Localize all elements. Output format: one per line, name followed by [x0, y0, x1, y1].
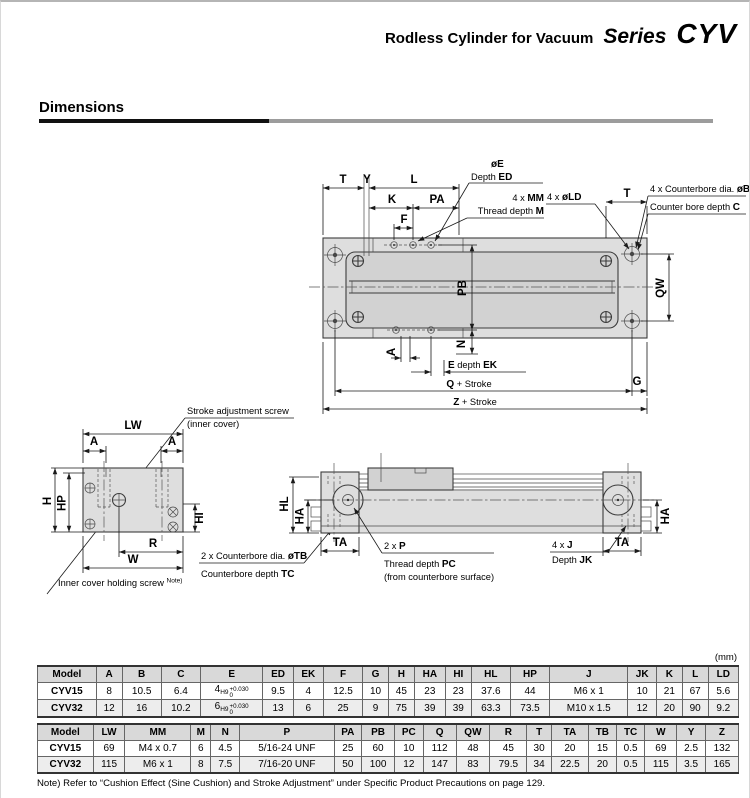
- callout-thread-depth: Thread depth: [477, 206, 536, 216]
- column-header-y: Y: [677, 724, 706, 741]
- value-cell: 20: [588, 757, 616, 774]
- value-cell: 10: [628, 683, 657, 700]
- value-cell: 10: [395, 741, 424, 757]
- dim-label-LW: LW: [124, 420, 142, 432]
- column-header-pc: PC: [395, 724, 424, 741]
- value-cell: 13: [263, 700, 293, 718]
- dim-label-R: R: [148, 538, 158, 550]
- callout-JK: JK: [579, 555, 593, 566]
- callout-pc-note: (from counterbore surface): [384, 572, 495, 582]
- value-cell: 4: [293, 683, 323, 700]
- value-cell: 10.5: [122, 683, 161, 700]
- dimension-table-2: [37, 723, 739, 774]
- callout-jk-depth: Depth: [552, 555, 580, 565]
- value-cell: 22.5: [551, 757, 588, 774]
- callout-counterbore-B: [636, 184, 750, 248]
- value-cell: 45: [490, 741, 527, 757]
- value-cell: 23: [445, 683, 471, 700]
- callout-inner-cover: Inner cover holding screw: [58, 578, 167, 588]
- product-title: Rodless Cylinder for Vacuum: [384, 30, 594, 47]
- dim-label-Q-stroke: + Stroke: [454, 379, 492, 389]
- value-cell: 6.4: [161, 683, 200, 700]
- side-view: [279, 453, 672, 582]
- value-cell: 5.6: [708, 683, 738, 700]
- dimension-drawing: [1, 130, 750, 652]
- series-code: CYV: [676, 18, 737, 49]
- column-header-w: W: [645, 724, 677, 741]
- value-cell: 9.5: [263, 683, 293, 700]
- value-cell: 10: [363, 683, 389, 700]
- svg-text:2 x Counterbore dia. øTB: [201, 551, 307, 562]
- value-cell: 39: [445, 700, 471, 718]
- top-view: [309, 159, 750, 414]
- dim-label-HP: HP: [56, 495, 69, 511]
- dim-Z-stroke: [323, 339, 647, 414]
- dim-HI: [183, 504, 206, 532]
- dim-K-PA: [369, 194, 459, 208]
- callout-tb-dia: 2 x Counterbore dia.: [201, 551, 288, 561]
- value-cell: 100: [362, 757, 395, 774]
- model-cell: CYV32: [38, 757, 94, 774]
- value-cell: 83: [456, 757, 490, 774]
- column-header-ek: EK: [293, 666, 323, 683]
- column-header-tb: TB: [588, 724, 616, 741]
- column-header-c: C: [161, 666, 200, 683]
- dim-label-EK: EK: [483, 360, 498, 371]
- value-cell: 0.5: [616, 757, 645, 774]
- value-cell: 12.5: [323, 683, 362, 700]
- value-cell: 21: [656, 683, 682, 700]
- callout-ED: ED: [498, 172, 513, 183]
- callout-cb-depth: Counter bore depth: [650, 202, 733, 212]
- callout-tc-depth: Counterbore depth: [201, 569, 282, 579]
- value-cell: 12: [395, 757, 424, 774]
- value-cell: $4_{H9}$ +0.030 0: [200, 683, 262, 700]
- value-cell: 90: [682, 700, 708, 718]
- page-header: [385, 18, 737, 50]
- callout-4x: 4 x: [512, 193, 528, 203]
- callout-C: C: [732, 202, 740, 213]
- dim-label-HA-left: HA: [294, 507, 307, 525]
- value-cell: 45: [388, 683, 414, 700]
- value-cell: 8: [96, 683, 122, 700]
- dim-label-A: A: [386, 347, 398, 357]
- dim-A-top-view: [386, 336, 420, 362]
- svg-text:4 x øLD: [547, 192, 581, 203]
- value-cell: M6 x 1: [125, 757, 191, 774]
- dim-HP: [57, 473, 86, 532]
- column-header-n: N: [211, 724, 240, 741]
- column-header-hl: HL: [471, 666, 510, 683]
- model-cell: CYV15: [38, 683, 97, 700]
- dim-E-depth-EK: [411, 336, 526, 376]
- dim-TA-right: [603, 537, 641, 556]
- value-cell: 12: [96, 700, 122, 718]
- dim-T-right: [606, 188, 647, 238]
- dimension-table-1: [37, 665, 739, 718]
- value-cell: 2.5: [677, 741, 706, 757]
- value-cell: 132: [705, 741, 738, 757]
- svg-text:øE: [491, 159, 504, 170]
- units-label: (mm): [714, 652, 737, 663]
- value-cell: 0.5: [616, 741, 645, 757]
- dim-HA-right: [643, 500, 672, 533]
- column-header-hi: HI: [445, 666, 471, 683]
- dim-label-W: W: [127, 554, 139, 566]
- column-header-m: M: [191, 724, 211, 741]
- callout-P: P: [399, 541, 406, 552]
- value-cell: 37.6: [471, 683, 510, 700]
- svg-text:Thread depth PC: [384, 559, 456, 570]
- column-header-tc: TC: [616, 724, 645, 741]
- footnote: Note) Refer to “Cushion Effect (Sine Cushion) and Stroke Adjustment” under Specific Product Precautions on page 129.: [37, 778, 546, 790]
- dim-label-TA-left: TA: [332, 537, 348, 549]
- value-cell: 34: [527, 757, 551, 774]
- callout-MM: MM: [527, 193, 544, 204]
- column-header-hp: HP: [510, 666, 549, 683]
- callout-J: J: [567, 540, 573, 551]
- dim-label-PA: PA: [429, 194, 445, 206]
- column-header-z: Z: [705, 724, 738, 741]
- column-header-ha: HA: [414, 666, 445, 683]
- dim-label-Y: Y: [363, 174, 371, 186]
- column-header-t: T: [527, 724, 551, 741]
- value-cell: 69: [93, 741, 125, 757]
- value-cell: 3.5: [677, 757, 706, 774]
- value-cell: 63.3: [471, 700, 510, 718]
- dim-label-Z: Z: [453, 397, 460, 408]
- svg-text:Q + Stroke: [446, 379, 491, 390]
- value-cell: $6_{H9}$ +0.030 0: [200, 700, 262, 718]
- svg-text:4 x MM: [512, 193, 544, 204]
- value-cell: 115: [93, 757, 125, 774]
- value-cell: 79.5: [490, 757, 527, 774]
- value-cell: 25: [323, 700, 362, 718]
- value-cell: 12: [628, 700, 657, 718]
- value-cell: 4.5: [211, 741, 240, 757]
- value-cell: 20: [656, 700, 682, 718]
- dim-label-depth-word: depth: [454, 360, 484, 370]
- callout-oLD: øLD: [562, 192, 582, 203]
- column-header-h: H: [388, 666, 414, 683]
- column-header-model: Model: [38, 666, 97, 683]
- svg-text:E depth EK: [448, 360, 498, 371]
- dim-label-A-right: A: [167, 436, 177, 448]
- callout-adj-line2: (inner cover): [187, 419, 240, 429]
- section-title: Dimensions: [39, 99, 125, 116]
- callout-counterbore-depth-C: [638, 202, 746, 250]
- callout-M: M: [535, 206, 544, 217]
- value-cell: 9.2: [708, 700, 738, 718]
- callout-adj-line1: Stroke adjustment screw: [187, 406, 289, 416]
- value-cell: 10.2: [161, 700, 200, 718]
- column-header-g: G: [363, 666, 389, 683]
- dim-W: [83, 536, 183, 573]
- dim-TA-left: [321, 537, 359, 556]
- callout-TC: TC: [281, 569, 295, 580]
- dim-label-E: E: [448, 360, 455, 371]
- dim-F: [394, 214, 413, 228]
- value-cell: 69: [645, 741, 677, 757]
- column-header-e: E: [200, 666, 262, 683]
- dim-label-HA-right: HA: [660, 507, 672, 525]
- section-rule-gray: [269, 119, 713, 123]
- value-cell: M10 x 1.5: [550, 700, 628, 718]
- series-prefix: Series: [603, 25, 667, 48]
- value-cell: M4 x 0.7: [125, 741, 191, 757]
- callout-2x: 2 x: [384, 541, 399, 551]
- column-header-lw: LW: [93, 724, 125, 741]
- value-cell: 6: [293, 700, 323, 718]
- value-cell: 147: [423, 757, 456, 774]
- dim-label-H: H: [42, 496, 54, 506]
- column-header-b: B: [122, 666, 161, 683]
- value-cell: 73.5: [510, 700, 549, 718]
- callout-cb-dia: 4 x Counterbore dia.: [650, 184, 737, 194]
- value-cell: 112: [423, 741, 456, 757]
- column-header-k: K: [656, 666, 682, 683]
- svg-text:2 x P: [384, 541, 406, 552]
- callout-oTB: øTB: [287, 551, 308, 562]
- callout-counterbore-TB: [199, 529, 332, 580]
- dim-label-Z-stroke: + Stroke: [459, 397, 497, 407]
- value-cell: 9: [363, 700, 389, 718]
- callout-note-sup: Note): [166, 577, 183, 585]
- model-cell: CYV32: [38, 700, 97, 718]
- table-row: [38, 683, 739, 700]
- svg-text:4 x J: [552, 540, 573, 551]
- column-header-j: J: [550, 666, 628, 683]
- value-cell: 20: [551, 741, 588, 757]
- column-header-f: F: [323, 666, 362, 683]
- svg-text:Counterbore depth TC: [201, 569, 294, 580]
- cylinder-body-end: [83, 461, 183, 541]
- dim-label-QW: QW: [655, 278, 667, 298]
- svg-text:4 x Counterbore dia. øB: [650, 184, 750, 195]
- value-cell: 48: [456, 741, 490, 757]
- column-header-mm: MM: [125, 724, 191, 741]
- column-header-q: Q: [423, 724, 456, 741]
- dim-A-end-view: [83, 436, 183, 463]
- value-cell: 60: [362, 741, 395, 757]
- svg-text:Thread depth M: [478, 206, 544, 217]
- column-header-ld: LD: [708, 666, 738, 683]
- value-cell: 16: [122, 700, 161, 718]
- callout-oB: øB: [736, 184, 750, 195]
- dim-label-T2: T: [623, 188, 631, 200]
- svg-text:Counter bore depth C: [650, 202, 740, 213]
- dim-label-L: L: [410, 174, 418, 186]
- value-cell: 75: [388, 700, 414, 718]
- column-header-ta: TA: [551, 724, 588, 741]
- column-header-ed: ED: [263, 666, 293, 683]
- svg-text:Z + Stroke: [453, 397, 497, 408]
- column-header-jk: JK: [628, 666, 657, 683]
- value-cell: M6 x 1: [550, 683, 628, 700]
- value-cell: 50: [334, 757, 362, 774]
- dim-label-PB: PB: [457, 280, 469, 296]
- dim-L: [369, 174, 459, 188]
- value-cell: 165: [705, 757, 738, 774]
- column-header-r: R: [490, 724, 527, 741]
- column-header-a: A: [96, 666, 122, 683]
- table-row: [38, 757, 739, 774]
- value-cell: 7.5: [211, 757, 240, 774]
- dimension-tables: [37, 652, 739, 789]
- value-cell: 23: [414, 683, 445, 700]
- callout-4x-j: 4 x: [552, 540, 567, 550]
- value-cell: 8: [191, 757, 211, 774]
- value-cell: 7/16-20 UNF: [240, 757, 334, 774]
- value-cell: 5/16-24 UNF: [240, 741, 334, 757]
- value-cell: 15: [588, 741, 616, 757]
- value-cell: 6: [191, 741, 211, 757]
- dim-label-A-left: A: [89, 436, 99, 448]
- column-header-p: P: [240, 724, 334, 741]
- dim-T-left: [323, 174, 459, 240]
- callout-inner-cover-screw: [58, 578, 182, 589]
- callout-PC: PC: [441, 559, 456, 570]
- column-header-qw: QW: [456, 724, 490, 741]
- dim-label-T: T: [339, 174, 347, 186]
- callout-depth-word: Depth: [471, 172, 499, 182]
- dim-label-K: K: [387, 194, 397, 206]
- value-cell: 30: [527, 741, 551, 757]
- dim-label-N: N: [456, 339, 468, 349]
- table-row: [38, 741, 739, 757]
- callout-oE: øE: [491, 159, 504, 170]
- value-cell: 115: [645, 757, 677, 774]
- dim-label-TA-right: TA: [614, 537, 630, 549]
- value-cell: 39: [414, 700, 445, 718]
- section-rule-black: [39, 119, 269, 123]
- value-cell: 67: [682, 683, 708, 700]
- callout-4x-ld: 4 x: [547, 192, 562, 202]
- dim-label-F: F: [400, 214, 408, 226]
- dim-label-Q: Q: [446, 379, 455, 390]
- column-header-l: L: [682, 666, 708, 683]
- table-row: [38, 700, 739, 718]
- cylinder-body-side: [305, 453, 657, 542]
- svg-text:Depth ED: [471, 172, 512, 183]
- column-header-pa: PA: [334, 724, 362, 741]
- column-header-pb: PB: [362, 724, 395, 741]
- svg-text:Depth JK: [552, 555, 593, 566]
- value-cell: 44: [510, 683, 549, 700]
- model-cell: CYV15: [38, 741, 94, 757]
- column-header-model: Model: [38, 724, 94, 741]
- svg-text:Inner cover holding screw Note: [58, 578, 182, 589]
- callout-pc-depth: Thread depth: [384, 559, 442, 569]
- dim-label-G: G: [632, 376, 642, 388]
- value-cell: 25: [334, 741, 362, 757]
- dim-label-HL: HL: [279, 496, 291, 512]
- dim-label-HI: HI: [194, 512, 206, 524]
